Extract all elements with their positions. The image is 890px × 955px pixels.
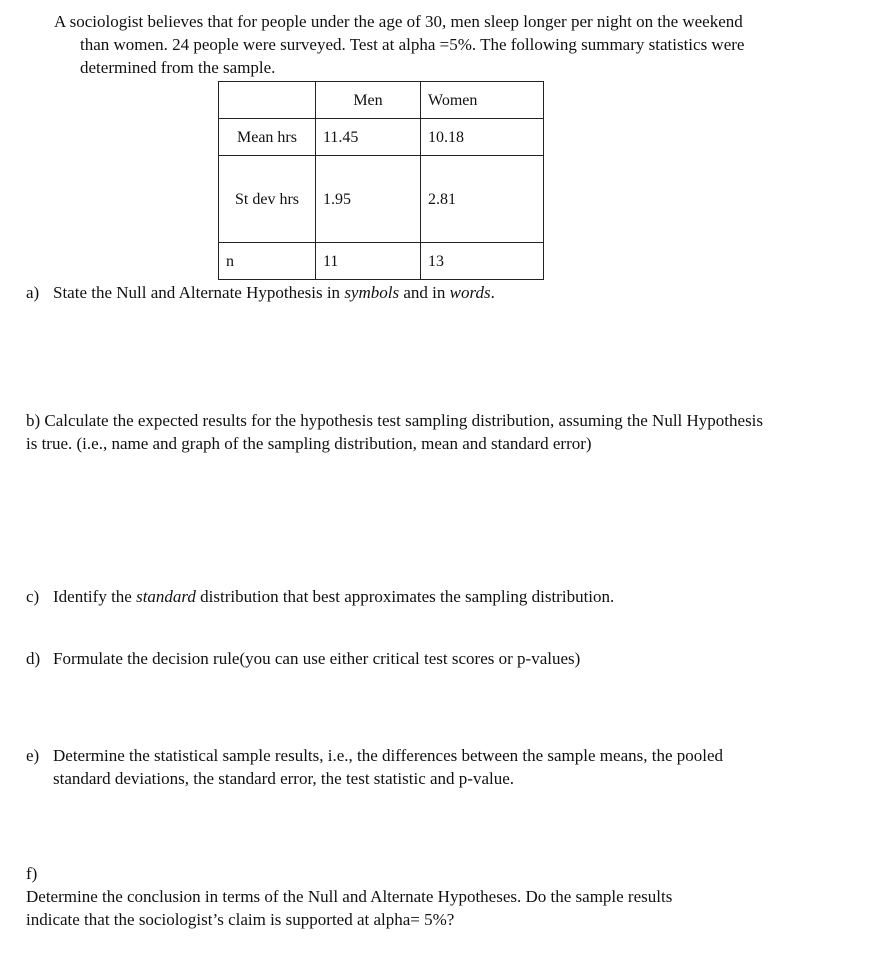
question-f-line-2: indicate that the sociologist’s claim is supported at alpha= 5%? [26,910,455,929]
question-marker: a) [26,283,40,302]
table-header-row [219,82,544,119]
table-row [219,156,544,243]
row-label: n [219,243,316,280]
men-value: 1.95 [316,156,421,243]
men-value: 11 [316,243,421,280]
question-f-line-1: Determine the conclusion in terms of the Null and Alternate Hypotheses. Do the sample results [26,887,673,906]
table-row [219,119,544,156]
table-header-women: Women [421,82,544,119]
question-a [26,281,495,304]
question-e-line-1: Determine the statistical sample results, i.e., the differences between the sample means, the pooled [53,746,724,765]
question-b-line-2: is true. (i.e., name and graph of the sampling distribution, mean and standard error) [26,434,592,453]
intro-line-3: determined from the sample. [80,58,276,77]
question-e [26,744,723,790]
row-label: St dev hrs [219,156,316,243]
question-c-emphasis-standard: standard [136,587,196,606]
question-c-text-after: distribution that best approximates the sampling distribution. [195,587,615,606]
intro-continuation [80,33,870,79]
question-a-emphasis-words: words [449,283,491,302]
question-f-first-line [26,862,672,908]
table-row [219,243,544,280]
question-marker: d) [26,649,41,668]
question-d [26,647,580,670]
question-marker: f) [26,864,38,883]
women-value: 13 [421,243,544,280]
question-a-text-mid: and in [399,283,450,302]
question-b-line-1: b) Calculate the expected results for the hypothesis test sampling distribution, assuming the Null Hypothesis [26,411,764,430]
summary-statistics-table [218,81,544,280]
question-e-line-2: standard deviations, the standard error, the test statistic and p-value. [53,769,515,788]
row-label: Mean hrs [219,119,316,156]
question-c [26,585,614,608]
question-c-text-before: Identify the [53,587,137,606]
table-header-empty [219,82,316,119]
intro-line-2: than women. 24 people were surveyed. Test at alpha =5%. The following summary statistics were [80,35,745,54]
women-value: 2.81 [421,156,544,243]
men-value: 11.45 [316,119,421,156]
question-d-text: Formulate the decision rule(you can use either critical test scores or p-values) [53,649,581,668]
question-a-text-before: State the Null and Alternate Hypothesis in [53,283,345,302]
question-a-emphasis-symbols: symbols [344,283,400,302]
table-header-men: Men [316,82,421,119]
question-f [26,862,672,931]
question-marker: c) [26,587,40,606]
question-b [26,409,763,455]
question-a-text-end: . [490,283,495,302]
intro-line-1: A sociologist believes that for people under the age of 30, men sleep longer per night on the weekend [54,12,743,31]
question-marker: e) [26,746,40,765]
women-value: 10.18 [421,119,544,156]
